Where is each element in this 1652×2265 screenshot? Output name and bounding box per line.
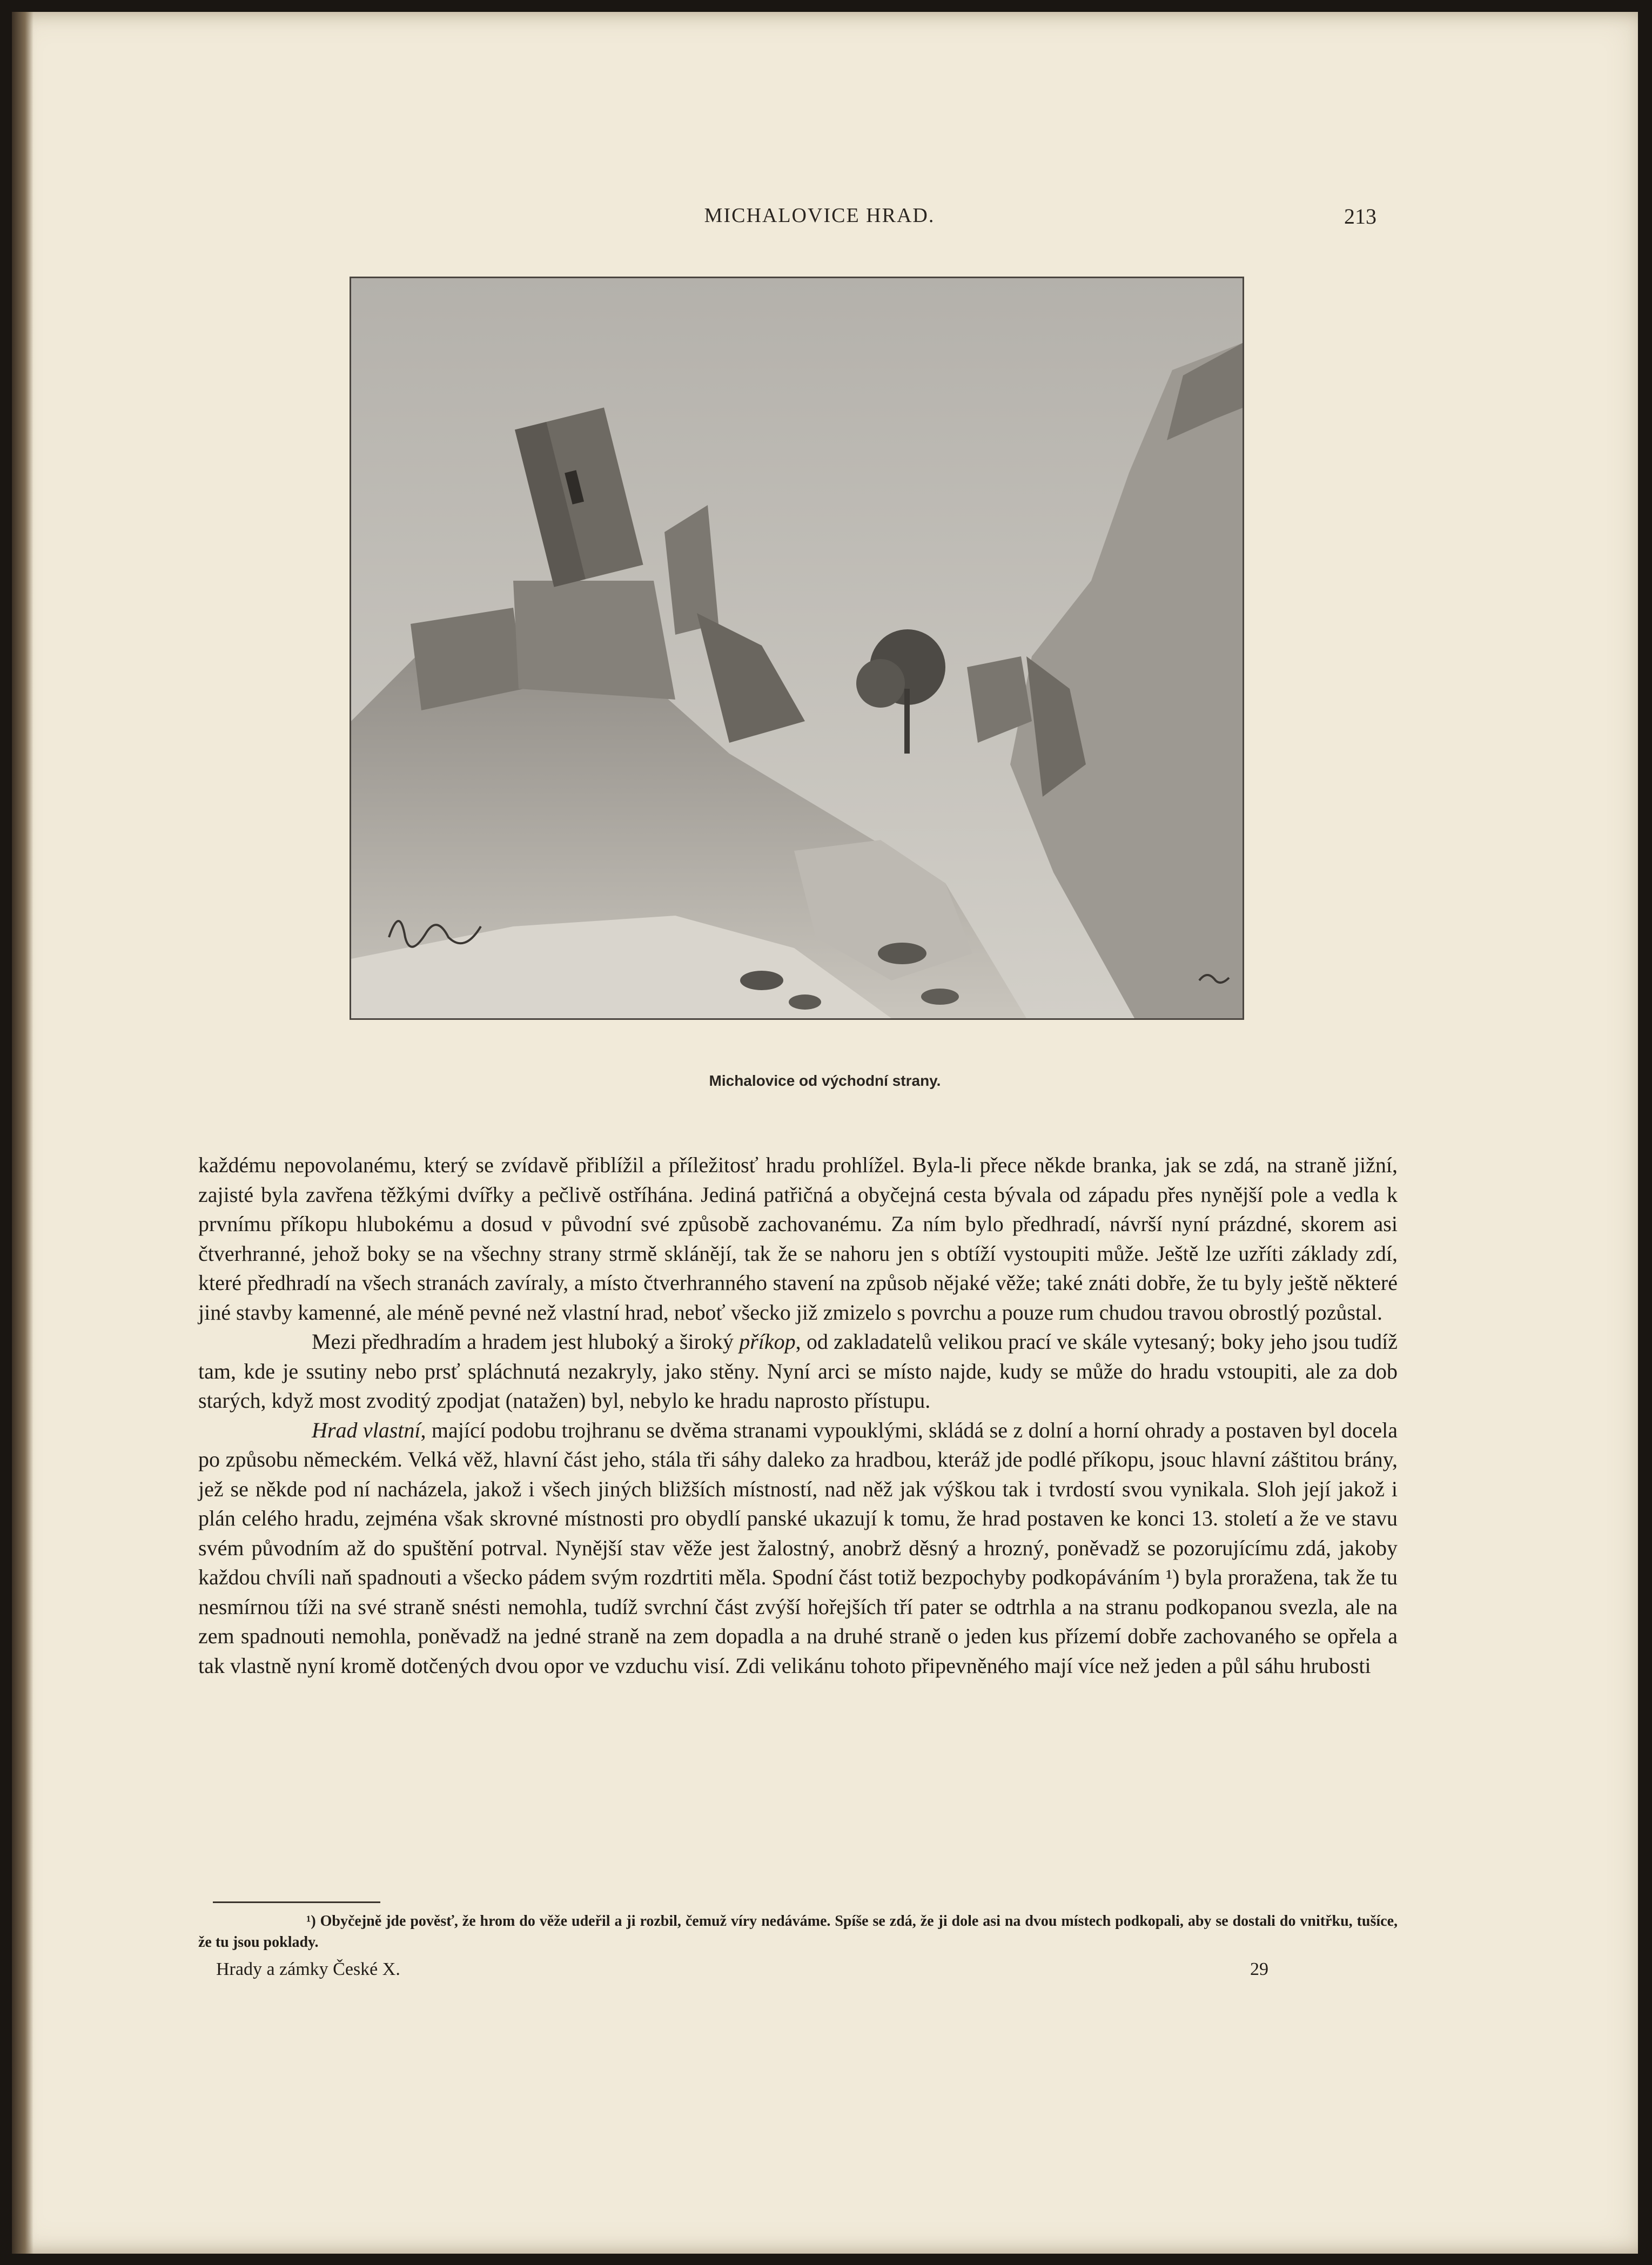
footnote xyxy=(198,1911,1398,1953)
castle-ruin-illustration xyxy=(350,277,1244,1020)
paragraph-2-start: Mezi předhradím a hradem jest hluboký a široký xyxy=(312,1329,740,1354)
paragraph-3-emphasis: Hrad vlastní xyxy=(312,1417,421,1442)
book-spine-shadow xyxy=(12,12,33,2254)
paragraph-2-rest: , od zakladatelů velikou prací ve skále vytesaný; boky jeho jsou tudíž tam, kde je ssutiny nebo prsť spláchnutá nezakryly, jako stěny. Nyní arci se místo najde, kudy se může do hradu vstoupiti, ale za dob starých, když most zvoditý zpodjat (natažen) byl, nebylo ke hradu naprosto přístupu. xyxy=(198,1329,1398,1413)
page-header xyxy=(12,204,1638,236)
book-page xyxy=(12,12,1638,2254)
printer-signature: Hrady a zámky České X. xyxy=(216,1959,400,1979)
sheet-number: 29 xyxy=(1250,1959,1268,1979)
paragraph-3-rest: , mající podobu trojhranu se dvěma stranami vypouklými, skládá se z dolní a horní ohrady a postaven byl docela po způsobu německém. Velká věž, hlavní část jeho, stála tři sáhy daleko za hradbou, kteráž jde podlé příkopu, jsouc hlavní záštitou brány, jež se někde pod ní nacházela, jakož i všech jiných bližších místností, nad něž jak výškou tak i tvrdostí svou vynikala. Sloh její jakož i plán celého hradu, zejména však skrovné místnosti pro obydlí panské ukazují k tomu, že hrad postaven ke konci 13. století a že ve stavu svém původním až do spuštění potrval. Nynější stav věže jest žalostný, anobrž děsný a hrozný, poněvadž se pozorujícímu zdá, jakoby každou chvíli naň spadnouti a všecko pádem svým rozdrtiti měla. Spodní část totiž bezpochyby podkopáváním ¹) byla proražena, tak že tu nesmírnou tíži na své straně snésti nemohla, tudíž svrchní část zvýší hořejších tří pater se odtrhla a na stranu podkopanou svezla, ale na zem spadnouti nemohla, poněvadž na jedné straně na zem dopadla a na druhé straně o jeden kus přízemí dobře zachovaného se opřela a tak vlastně nyní kromě dotčených dvou opor ve vzduchu visí. Zdi velikánu tohoto připevněného mají více než jeden a půl sáhu hrubosti xyxy=(198,1417,1398,1678)
footnote-text: ¹) Obyčejně jde pověsť, že hrom do věže udeřil a ji rozbil, čemuž víry nedáváme. Spíše se zdá, že ji dole asi na dvou místech podkopali, aby se dostali do vnitřku, tušíce, že tu jsou poklady. xyxy=(198,1913,1398,1951)
paragraph-3 xyxy=(198,1416,1398,1681)
footnote-divider xyxy=(213,1901,380,1903)
paragraph-2-emphasis: příkop xyxy=(739,1329,796,1354)
paragraph-2 xyxy=(198,1327,1398,1416)
page-number: 213 xyxy=(1344,204,1376,228)
body-text xyxy=(198,1151,1398,1681)
figure-caption: Michalovice od východní strany. xyxy=(709,1072,941,1089)
paragraph-1: každému nepovolanému, který se zvídavě přiblížil a příležitosť hradu prohlížel. Byla-li přece někde branka, jak se zdá, na straně jižní, zajisté byla zavřena těžkými dvířky a pečlivě ostříhána. Jediná patřičná a obyčejná cesta bývala od západu přes nynější pole a vedla k prvnímu příkopu hlubokému a dosud v původní své způsobě zachovanému. Za ním bylo předhradí, návrší nyní prázdné, skorem asi čtverhranné, jehož boky se na všechny strany strmě sklánějí, tak že se nahoru jen s obtíží vystoupiti může. Ještě lze uzříti základy zdí, které předhradí na všech stranách zavíraly, a místo čtverhranného stavení na způsob nějaké věže; také znáti dobře, že tu byly ještě některé jiné stavby kamenné, ale méně pevné než vlastní hrad, neboť všecko již zmizelo s povrchu a pouze rum chudou travou obrostlý pozůstal. xyxy=(198,1153,1398,1325)
illustration-drawing xyxy=(351,278,1243,1018)
running-title: MICHALOVICE HRAD. xyxy=(704,204,935,227)
